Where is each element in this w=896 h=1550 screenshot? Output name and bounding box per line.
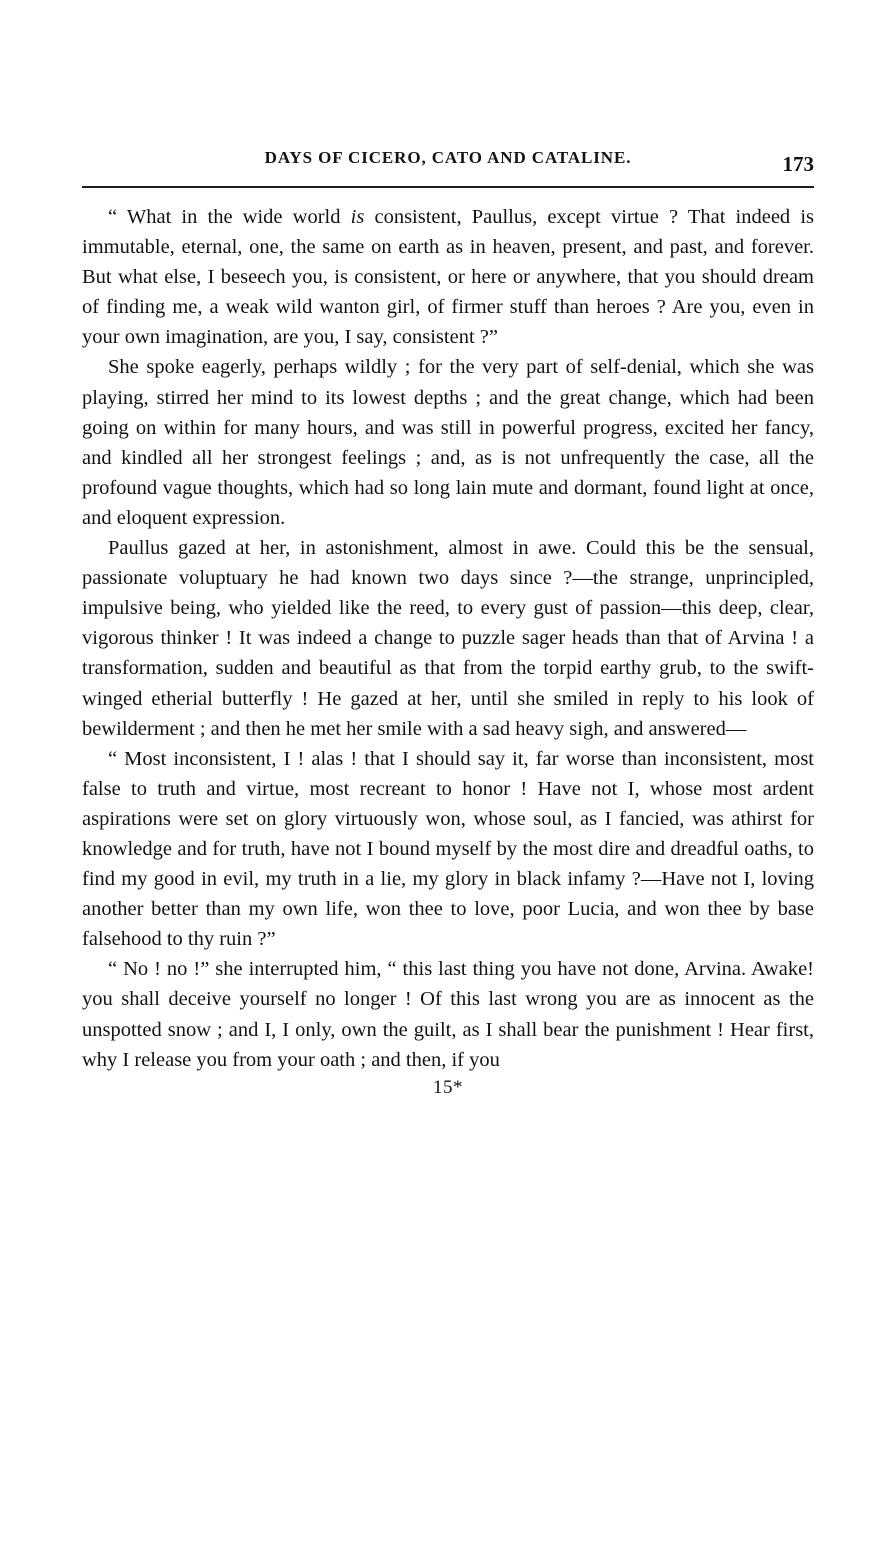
running-title: DAYS OF CICERO, CATO AND CATALINE. [264,148,632,167]
page-number: 173 [782,152,814,176]
emphasis-word: is [350,206,365,228]
paragraph: She spoke eagerly, perhaps wildly ; for the very part of self-denial, which she was playing, stirred her mind to its lowest depths ; and the great change, which had been going on within for many hours, and was still in powerful progress, excited her fancy, and kindled all her strongest feelings ; and, as is not unfrequently the case, all the profound vague thoughts, which had so long lain mute and dormant, found light at once, and eloquent expression. [82,356,814,529]
page-content [82,148,814,1099]
header-rule [82,186,814,188]
paragraph: “ No ! no !” she interrupted him, “ this last thing you have not done, Arvina. Awake! you shall deceive yourself no longer ! Of this last wrong you are as innocent as the unspotted snow ; and I, I only, own the guilt, as I shall bear the punishment ! Hear first, why I release you from your oath ; and then, if you [82,958,814,1071]
page-header [82,148,814,178]
paragraph: “ Most inconsistent, I ! alas ! that I should say it, far worse than inconsistent, most false to truth and virtue, most recreant to honor ! Have not I, whose most ardent aspirations were set on glory virtuously won, whose soul, as I fancied, was athirst for knowledge and for truth, have not I bound myself by the most dire and dreadful oaths, to find my good in evil, my truth in a lie, my glory in black infamy ?—Have not I, loving another better than my own life, won thee to love, poor Lucia, and won thee by base falsehood to thy ruin ?” [82,747,814,951]
paragraph: Paullus gazed at her, in astonishment, almost in awe. Could this be the sensual, passionate voluptuary he had known two days since ?—the strange, unprincipled, impulsive being, who yielded like the reed, to every gust of passion—this deep, clear, vigorous thinker ! It was indeed a change to puzzle sager heads than that of Arvina ! a transformation, sudden and beautiful as that from the torpid earthy grub, to the swift-winged etherial butterfly ! He gazed at her, until she smiled in reply to his look of bewilderment ; and then he met her smile with a sad heavy sigh, and answered— [82,537,814,740]
paragraph: “ What in the wide world is consistent, Paullus, except virtue ? That indeed is immutable, eternal, one, the same on earth as in heaven, present, and past, and forever. But what else, I beseech you, is consistent, or here or anywhere, that you should dream of finding me, a weak wild wanton girl, of firmer stuff than heroes ? Are you, even in your own imagination, are you, I say, consistent ?” [82,206,814,349]
signature-mark: 15* [433,1076,463,1098]
body-text [82,202,814,1075]
